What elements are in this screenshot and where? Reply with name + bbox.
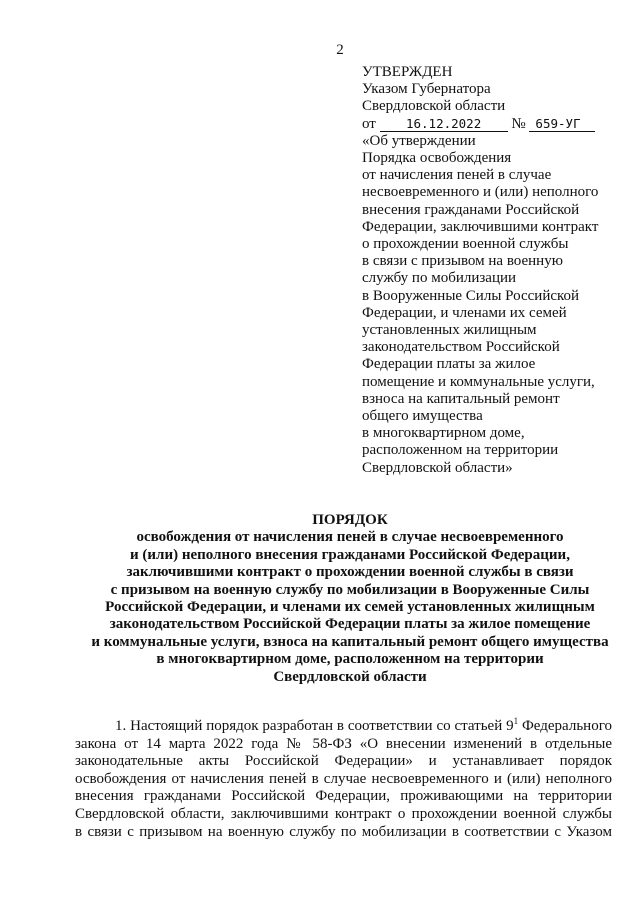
paragraph-line: освобождения от начисления пеней в случае несвоевременного и (или) неполного	[75, 770, 612, 787]
approval-ref-line: «Об утверждении	[362, 132, 476, 149]
approval-ref-line: от начисления пеней в случае	[362, 167, 552, 184]
paragraph-line: в связи с призывом на военную службу по мобилизации в соответствии с Указом	[75, 823, 612, 840]
approval-ref-line: взноса на капитальный ремонт	[362, 390, 560, 407]
approval-ref-line: в связи с призывом на военную	[362, 253, 563, 270]
number-field: 659-УГ	[529, 117, 595, 132]
approval-block	[362, 64, 622, 477]
approval-ref-line: Порядка освобождения	[362, 150, 512, 167]
title-line: с призывом на военную службу по мобилизации в Вооруженные Силы	[110, 581, 590, 598]
date-field: 16.12.2022	[380, 117, 508, 132]
article-superscript: 1	[513, 716, 519, 726]
approval-ref-line: общего имущества	[362, 408, 483, 425]
title-line: и коммунальные услуги, взноса на капитальный ремонт общего имущества	[91, 633, 609, 650]
approval-heading: УТВЕРЖДЕН	[362, 64, 453, 80]
title-line: заключившими контракт о прохождении военной службы в связи	[126, 564, 574, 581]
title-heading: ПОРЯДОК	[312, 512, 388, 528]
page-number: 2	[336, 42, 344, 58]
approval-ref-line: о прохождении военной службы	[362, 236, 569, 253]
first-line-text: 1. Настоящий порядок разработан в соответствии со статьей 9	[115, 718, 514, 734]
approval-ref-line: Федерации, и членами их семей	[362, 304, 567, 321]
approval-line-1: Указом Губернатора	[362, 81, 491, 98]
approval-ref-line: в многоквартирном доме,	[362, 425, 525, 442]
title-line: Российской Федерации, и членами их семей установленных жилищным	[105, 599, 595, 616]
paragraph-line: внесения гражданами Российской Федерации, проживающими на территории	[75, 788, 612, 805]
approval-ref-line: несвоевременного и (или) неполного	[362, 184, 599, 201]
paragraph-line: законодательные акты Российской Федерации» и устанавливает порядок	[75, 753, 612, 770]
approval-ref-line: помещение и коммунальные услуги,	[362, 373, 595, 390]
approval-ref-line: Федерации, заключившими контракт	[362, 218, 599, 235]
title-line: освобождения от начисления пеней в случае несвоевременного	[136, 529, 564, 546]
approval-line-2: Свердловской области	[362, 98, 506, 115]
title-line: в многоквартирном доме, расположенном на территории	[156, 651, 544, 668]
approval-ref-line: Федерации платы за жилое	[362, 356, 536, 373]
first-line-tail: Федерального	[518, 718, 612, 734]
title-line: и (или) неполного внесения гражданами Российской Федерации,	[130, 546, 570, 563]
approval-ref-line: законодательством Российской	[362, 339, 560, 356]
document-title	[60, 512, 640, 686]
body-paragraph	[75, 718, 612, 841]
approval-ref-line: службу по мобилизации	[362, 270, 517, 287]
title-line: законодательством Российской Федерации платы за жилое помещение	[109, 616, 591, 633]
approval-ref-line: внесения гражданами Российской	[362, 201, 580, 218]
paragraph-line: закона от 14 марта 2022 года № 58-ФЗ «О внесении изменений в отдельные	[75, 735, 612, 752]
paragraph-line: Свердловской области, заключившими контракт о прохождении военной службы	[75, 805, 612, 822]
approval-ref-line: установленных жилищным	[362, 322, 537, 339]
approval-ref-line: расположенном на территории	[362, 442, 559, 459]
approval-date-line	[362, 116, 622, 133]
title-line: Свердловской области	[273, 668, 427, 685]
approval-ref-line: Свердловской области»	[362, 459, 513, 476]
paragraph-first-line	[75, 718, 612, 736]
date-prefix: от	[362, 115, 376, 132]
approval-ref-line: в Вооруженные Силы Российской	[362, 287, 580, 304]
number-prefix: №	[511, 115, 526, 132]
